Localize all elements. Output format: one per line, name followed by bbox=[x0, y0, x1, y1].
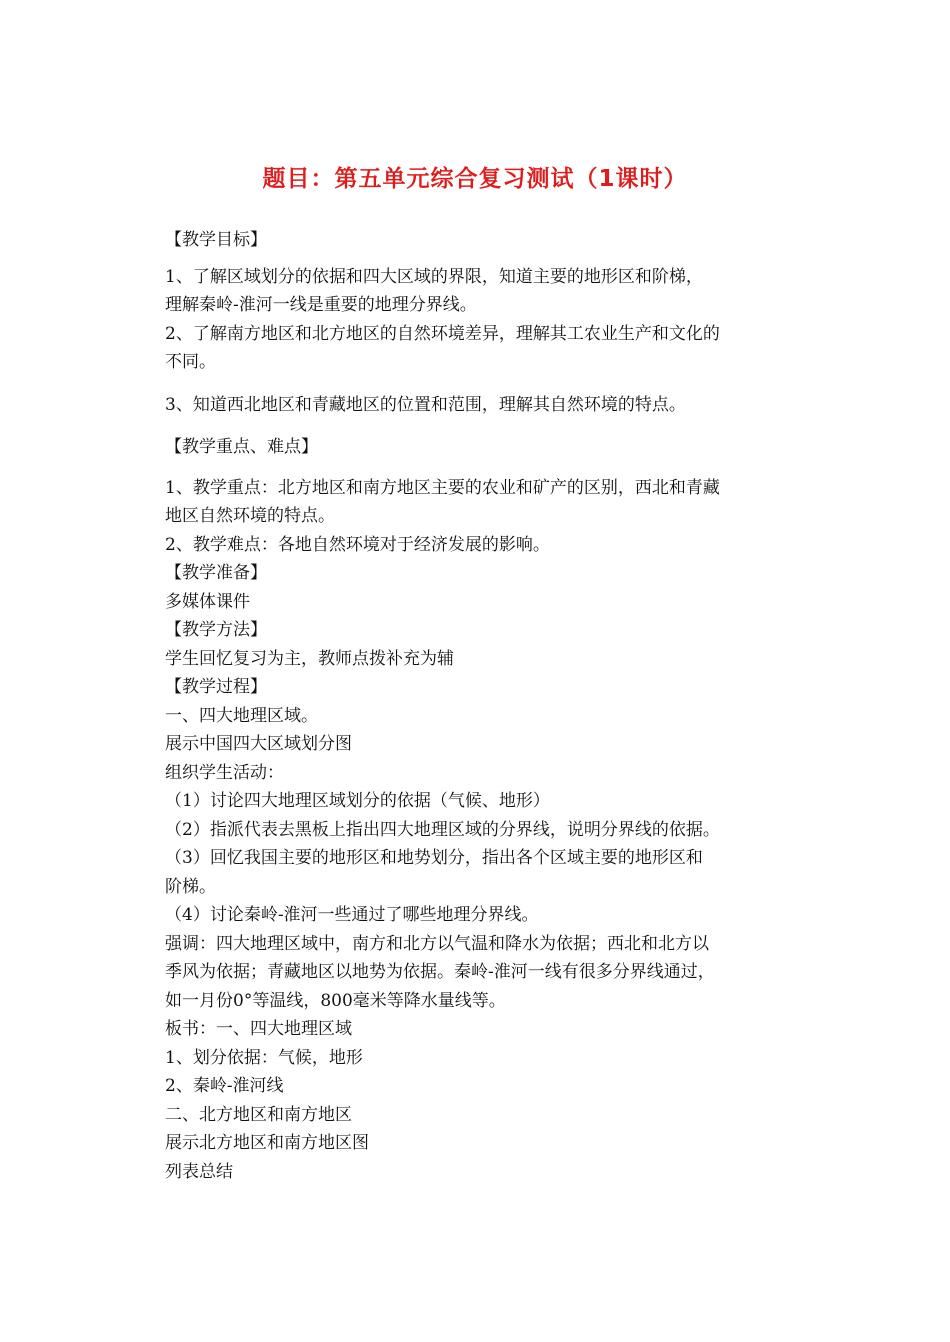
objective-2-line-2: 不同。 bbox=[165, 352, 216, 372]
objective-3: 3、知道西北地区和青藏地区的位置和范围，理解其自然环境的特点。 bbox=[165, 394, 686, 415]
show-north-south-map: 展示北方地区和南方地区图 bbox=[165, 1133, 369, 1153]
section-1-heading: 一、四大地理区域。 bbox=[165, 705, 318, 726]
blackboard-item-1: 1、划分依据：气候，地形 bbox=[165, 1047, 363, 1068]
heading-key-points: 【教学重点、难点】 bbox=[165, 437, 318, 457]
section-2-heading: 二、北方地区和南方地区 bbox=[165, 1104, 352, 1125]
document-title: 题目：第五单元综合复习测试（1课时） bbox=[262, 166, 688, 192]
objective-2-line-1: 2、了解南方地区和北方地区的自然环境差异，理解其工农业生产和文化的 bbox=[165, 323, 720, 344]
blackboard-item-2: 2、秦岭-淮河线 bbox=[165, 1076, 284, 1096]
method-text: 学生回忆复习为主，教师点拨补充为辅 bbox=[165, 648, 454, 669]
emphasis-line-3: 如一月份0°等温线，800毫米等降水量线等。 bbox=[165, 990, 506, 1011]
document-body bbox=[165, 226, 795, 1186]
emphasis-line-2: 季风为依据；青藏地区以地势为依据。秦岭-淮河一线有很多分界线通过， bbox=[165, 962, 715, 982]
heading-method: 【教学方法】 bbox=[165, 620, 267, 640]
activity-3-line-2: 阶梯。 bbox=[165, 876, 216, 897]
show-region-map: 展示中国四大区域划分图 bbox=[165, 734, 352, 754]
blackboard-heading: 板书：一、四大地理区域 bbox=[165, 1019, 352, 1039]
activity-3-line-1: （3）回忆我国主要的地形区和地势划分，指出各个区域主要的地形区和 bbox=[165, 848, 703, 868]
activity-1: （1）讨论四大地理区域划分的依据（气候、地形） bbox=[165, 791, 550, 811]
table-summary: 列表总结 bbox=[165, 1161, 233, 1182]
key-point-line-2: 地区自然环境的特点。 bbox=[165, 506, 335, 526]
heading-process: 【教学过程】 bbox=[165, 677, 267, 697]
preparation-text: 多媒体课件 bbox=[165, 591, 250, 612]
activity-4: （4）讨论秦岭-淮河一些通过了哪些地理分界线。 bbox=[165, 905, 539, 925]
objective-1-line-2: 理解秦岭-淮河一线是重要的地理分界线。 bbox=[165, 295, 477, 315]
activity-2: （2）指派代表去黑板上指出四大地理区域的分界线，说明分界线的依据。 bbox=[165, 819, 720, 840]
heading-teaching-objectives: 【教学目标】 bbox=[165, 230, 267, 250]
organize-activities: 组织学生活动： bbox=[165, 762, 284, 783]
heading-preparation: 【教学准备】 bbox=[165, 563, 267, 583]
objective-1-line-1: 1、了解区域划分的依据和四大区域的界限，知道主要的地形区和阶梯， bbox=[165, 266, 703, 287]
difficulty-line: 2、教学难点：各地自然环境对于经济发展的影响。 bbox=[165, 534, 550, 555]
emphasis-line-1: 强调：四大地理区域中，南方和北方以气温和降水为依据；西北和北方以 bbox=[165, 933, 709, 954]
key-point-line-1: 1、教学重点：北方地区和南方地区主要的农业和矿产的区别，西北和青藏 bbox=[165, 477, 720, 498]
